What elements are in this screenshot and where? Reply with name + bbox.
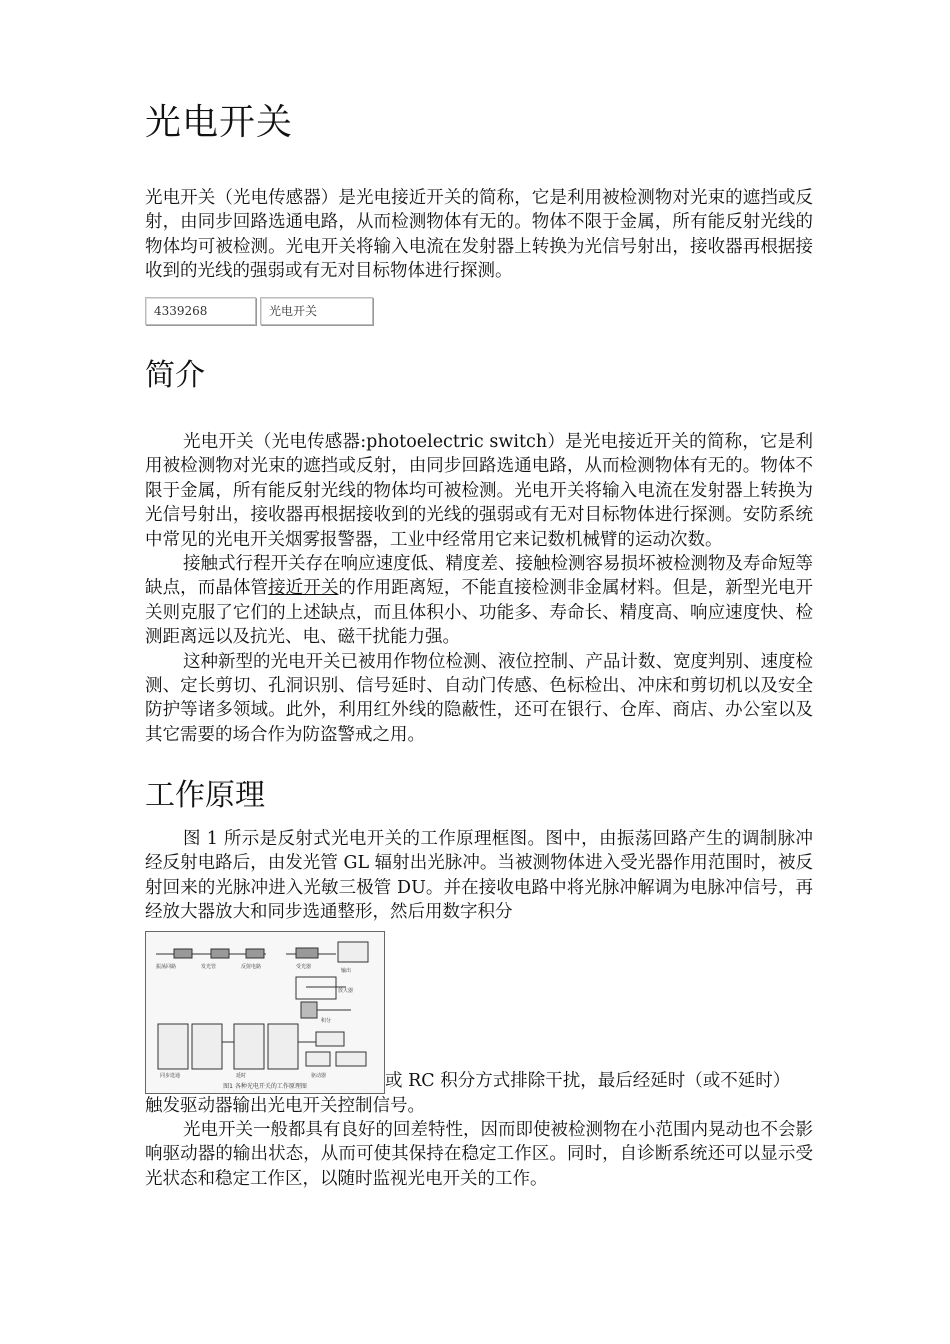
page-title: 光电开关: [145, 102, 294, 143]
svg-text:受光器: 受光器: [296, 963, 312, 970]
svg-text:发光管: 发光管: [201, 963, 217, 970]
intro-p2-text-b: 的作用距离短，不能直接检测非金属材料。但是，新型光电开关则克服了它们的上述缺点，而且体积小、功能多、寿命长、精度高、响应速度快、检测距离远以及抗光、电、磁干扰能力强。: [145, 578, 814, 648]
principle-paragraph-1: 图 1 所示是反射式光电开关的工作原理框图。图中，由振荡回路产生的调制脉冲经反射电路后，由发光管 GL 辐射出光脉冲。当被测物体进入受光器作用范围时，被反射回来的光脉冲进入光敏三极管 DU。并在接收电路中将光脉冲解调为电脉冲信号，再经放大器放大和同步选通整形，然后用数字积分: [145, 829, 813, 923]
section-heading-intro: 简介: [145, 358, 205, 393]
principle-section-body: [145, 827, 813, 1191]
tag-id[interactable]: 4339268: [145, 297, 256, 325]
tag-row: [145, 297, 373, 325]
figure-caption: 图1 各种光电开关的工作原理图: [223, 1082, 307, 1090]
intro-section-body: [145, 430, 813, 747]
svg-text:输出: 输出: [341, 967, 352, 974]
principle-paragraph-2: 光电开关一般都具有良好的回差特性，因而即使被检测物在小范围内晃动也不会影响驱动器的输出状态，从而可使其保持在稳定工作区。同时，自诊断系统还可以显示受光状态和稳定工作区，以随时监视光电开关的工作。: [145, 1120, 813, 1189]
principle-paragraph-1-end: 触发驱动器输出光电开关控制信号。: [145, 1095, 425, 1116]
svg-text:放大器: 放大器: [338, 987, 354, 994]
principle-diagram-image: [145, 931, 385, 1094]
svg-text:反射电路: 反射电路: [241, 963, 262, 970]
tag-keyword[interactable]: 光电开关: [260, 297, 373, 325]
svg-text:振荡回路: 振荡回路: [156, 963, 177, 970]
proximity-switch-link[interactable]: 接近开关: [268, 578, 339, 599]
figure-line: [145, 925, 813, 1094]
figure-inline-text: 或 RC 积分方式排除干扰，最后经延时（或不延时）: [385, 1071, 791, 1092]
intro-paragraph: 光电开关（光电传感器）是光电接近开关的简称，它是利用被检测物对光束的遮挡或反射，由同步回路选通电路，从而检测物体有无的。物体不限于金属，所有能反射光线的物体均可被检测。光电开关将输入电流在发射器上转换为光信号射出，接收器再根据接收到的光线的强弱或有无对目标物体进行探测。: [145, 188, 813, 282]
intro-paragraph-3: 这种新型的光电开关已被用作物位检测、液位控制、产品计数、宽度判别、速度检测、定长剪切、孔洞识别、信号延时、自动门传感、色标检出、冲床和剪切机以及安全防护等诸多领域。此外，利用红外线的隐蔽性，还可在银行、仓库、商店、办公室以及其它需要的场合作为防盗警戒之用。: [145, 651, 813, 745]
svg-text:积分: 积分: [321, 1017, 332, 1024]
svg-text:延时: 延时: [236, 1072, 247, 1079]
svg-text:同步选通: 同步选通: [160, 1072, 181, 1079]
intro-paragraph-2: [145, 552, 813, 650]
principle-diagram-svg: [146, 932, 384, 1093]
intro-p2-text-a: 接触式行程开关存在响应速度低、精度差、接触检测容易损坏被检测物及寿命短等缺点，而晶体管: [145, 554, 813, 599]
section-heading-principle: 工作原理: [145, 778, 265, 813]
intro-paragraph-1: 光电开关（光电传感器:photoelectric switch）是光电接近开关的简称，它是利用被检测物对光束的遮挡或反射，由同步回路选通电路，从而检测物体有无的。物体不限于金属，所有能反射光线的物体均可被检测。光电开关将输入电流在发射器上转换为光信号射出，接收器再根据接收到的光线的强弱或有无对目标物体进行探测。安防系统中常见的光电开关烟雾报警器，工业中经常用它来记数机械臂的运动次数。: [145, 432, 813, 550]
svg-text:驱动器: 驱动器: [311, 1072, 327, 1079]
